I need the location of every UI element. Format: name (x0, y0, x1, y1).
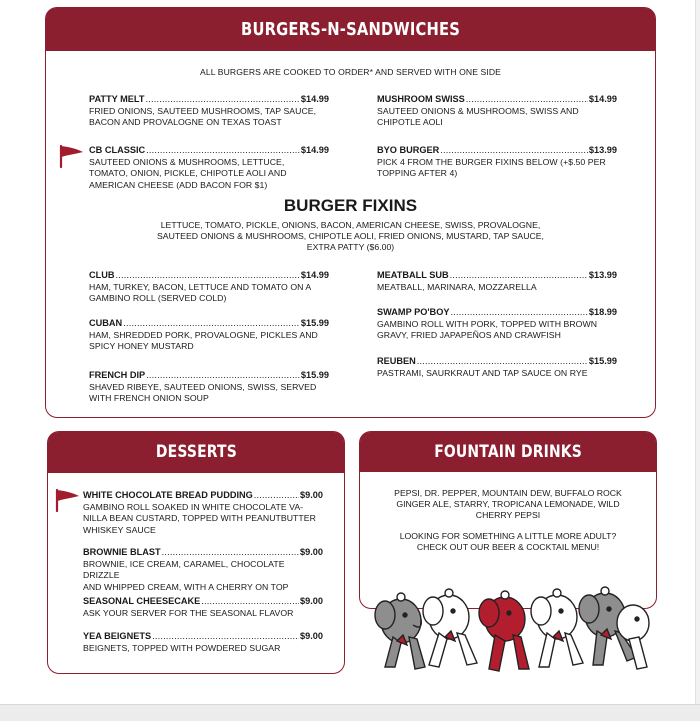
item-desc-line: GAMBINO ROLL SOAKED IN WHITE CHOCOLATE VA- (83, 501, 304, 512)
item-price: $15.99 (588, 356, 617, 366)
item-name: MUSHROOM SWISS (377, 94, 465, 104)
item-desc-line: GAMBINO ROLL WITH PORK, TOPPED WITH BROWN (377, 318, 598, 329)
menu-item-byo-burger (377, 145, 617, 180)
fixins-line: EXTRA PATTY ($6.00) (306, 242, 395, 252)
fixins-line: LETTUCE, TOMATO, PICKLE, ONIONS, BACON, AMERICAN CHEESE, SWISS, PROVALOGNE, (160, 220, 541, 230)
item-price: $9.00 (300, 596, 323, 606)
promo-line: CHECK OUT OUR BEER & COCKTAIL MENU! (416, 542, 600, 552)
pennant-flag-icon (54, 488, 80, 512)
item-name: WHITE CHOCOLATE BREAD PUDDING (83, 490, 253, 500)
menu-item-swamp-poboy (377, 307, 617, 342)
item-desc-line: PICK 4 FROM THE BURGER FIXINS BELOW (+$.50 PER (377, 156, 606, 167)
fixins-title: BURGER FIXINS (283, 196, 418, 215)
item-name: BROWNIE BLAST (83, 547, 161, 557)
drinks-title: FOUNTAIN DRINKS (434, 442, 582, 462)
drinks-line: CHERRY PEPSI (475, 510, 541, 520)
drinks-card (359, 431, 657, 609)
elephant-white-2 (531, 589, 583, 667)
item-price: $9.00 (300, 547, 323, 557)
pennant-flag-icon (58, 144, 84, 168)
item-name: FRENCH DIP (89, 370, 146, 380)
menu-item-mushroom-swiss (377, 94, 617, 129)
item-name: SEASONAL CHEESECAKE (83, 596, 201, 606)
item-desc-line: HAM, SHREDDED PORK, PROVALOGNE, PICKLES AND (89, 329, 318, 340)
menu-item-patty-melt (89, 94, 329, 129)
item-name: CUBAN (89, 318, 123, 328)
item-desc-line: SAUTEED ONIONS & MUSHROOMS, LETTUCE, (89, 156, 285, 167)
drinks-header (360, 432, 656, 472)
item-price: $9.00 (300, 490, 323, 500)
burgers-title: BURGERS-N-SANDWICHES (240, 19, 461, 40)
desserts-card (47, 431, 345, 674)
item-desc-line: HAM, TURKEY, BACON, LETTUCE AND TOMATO ON A (89, 281, 312, 292)
item-desc-line: GRAVY, FRIED JAPAPEÑOS AND CRAWFISH (377, 330, 561, 341)
item-desc-line: SAUTEED ONIONS & MUSHROOMS, SWISS AND (377, 105, 579, 116)
item-price: $14.99 (300, 270, 329, 280)
elephant-white-1 (423, 589, 477, 667)
desserts-header (48, 432, 344, 473)
elephant-red (479, 591, 529, 671)
item-desc-line: WHISKEY SAUCE (83, 524, 156, 535)
scrollbar-track[interactable] (695, 0, 700, 704)
burgers-note: ALL BURGERS ARE COOKED TO ORDER* AND SERVED WITH ONE SIDE (200, 67, 501, 77)
promo-line: LOOKING FOR SOMETHING A LITTLE MORE ADULT? (399, 531, 617, 541)
menu-item-club (89, 270, 329, 305)
fixins-line: SAUTEED ONIONS & MUSHROOMS, CHIPOTLE AOLI, FRIED ONIONS, MUSTARD, TAP SAUCE, (157, 231, 544, 241)
menu-item-french-dip (89, 370, 329, 405)
item-desc-line: TOMATO, ONION, PICKLE, CHIPOTLE AOLI AND (89, 168, 287, 179)
item-desc-line: FRIED ONIONS, SAUTEED MUSHROOMS, TAP SAUCE, (89, 105, 317, 116)
item-price: $14.99 (300, 94, 329, 104)
menu-item-yea-beignets (83, 631, 323, 654)
desserts-title: DESSERTS (155, 442, 237, 462)
item-name: CLUB (89, 270, 115, 280)
item-desc-line: AND WHIPPED CREAM, WITH A CHERRY ON TOP (83, 581, 289, 592)
menu-item-cuban (89, 318, 329, 353)
menu-item-meatball-sub (377, 270, 617, 293)
item-price: $13.99 (588, 270, 617, 280)
item-desc-line: AMERICAN CHEESE (ADD BACON FOR $1) (89, 179, 268, 190)
item-price: $18.99 (588, 307, 617, 317)
item-name: MEATBALL SUB (377, 270, 449, 280)
drinks-line: GINGER ALE, STARRY, TROPICANA LEMONADE, WILD (396, 499, 620, 509)
drinks-line: PEPSI, DR. PEPPER, MOUNTAIN DEW, BUFFALO ROCK (394, 488, 622, 498)
item-desc-line: MEATBALL, MARINARA, MOZZARELLA (377, 281, 537, 292)
page-bottom-bar (0, 704, 700, 721)
item-price: $9.00 (300, 631, 323, 641)
menu-item-cb-classic (89, 145, 329, 191)
item-desc-line: TOPPING AFTER 4) (377, 168, 458, 179)
item-desc-line: BROWNIE, ICE CREAM, CARAMEL, CHOCOLATE DRIZZLE (83, 558, 285, 581)
item-name: PATTY MELT (89, 94, 145, 104)
drinks-promo (360, 531, 656, 553)
burgers-card (45, 7, 656, 418)
item-desc-line: WITH FRENCH ONION SOUP (89, 393, 209, 404)
dancing-elephants-illustration (371, 585, 653, 675)
item-desc-line: BACON AND PROVALOGNE ON TEXAS TOAST (89, 117, 282, 128)
item-desc-line: NILLA BEAN CUSTARD, TOPPED WITH PEANUTBUTTER (83, 513, 316, 524)
menu-item-white-chocolate-bread-pudding (83, 490, 323, 536)
item-desc-line: PASTRAMI, SAURKRAUT AND TAP SAUCE ON RYE (377, 367, 588, 378)
item-desc-line: CHIPOTLE AOLI (377, 117, 443, 128)
menu-item-seasonal-cheesecake (83, 596, 323, 619)
item-name: SWAMP PO'BOY (377, 307, 450, 317)
item-name: BYO BURGER (377, 145, 440, 155)
item-desc-line: GAMBINO ROLL (SERVED COLD) (89, 293, 227, 304)
item-price: $14.99 (300, 145, 329, 155)
item-price: $15.99 (300, 318, 329, 328)
burgers-header (46, 8, 655, 51)
item-price: $14.99 (588, 94, 617, 104)
menu-item-brownie-blast (83, 547, 323, 593)
drinks-list (360, 488, 656, 521)
item-desc-line: ASK YOUR SERVER FOR THE SEASONAL FLAVOR (83, 607, 294, 618)
item-price: $15.99 (300, 370, 329, 380)
item-price: $13.99 (588, 145, 617, 155)
elephant-gray-1 (375, 593, 425, 669)
item-name: YEA BEIGNETS (83, 631, 152, 641)
item-name: REUBEN (377, 356, 416, 366)
item-desc-line: BEIGNETS, TOPPED WITH POWDERED SUGAR (83, 642, 281, 653)
fixins-list (46, 220, 655, 253)
item-desc-line: SPICY HONEY MUSTARD (89, 341, 194, 352)
item-name: CB CLASSIC (89, 145, 146, 155)
menu-item-reuben (377, 356, 617, 379)
item-desc-line: SHAVED RIBEYE, SAUTEED ONIONS, SWISS, SERVED (89, 381, 317, 392)
